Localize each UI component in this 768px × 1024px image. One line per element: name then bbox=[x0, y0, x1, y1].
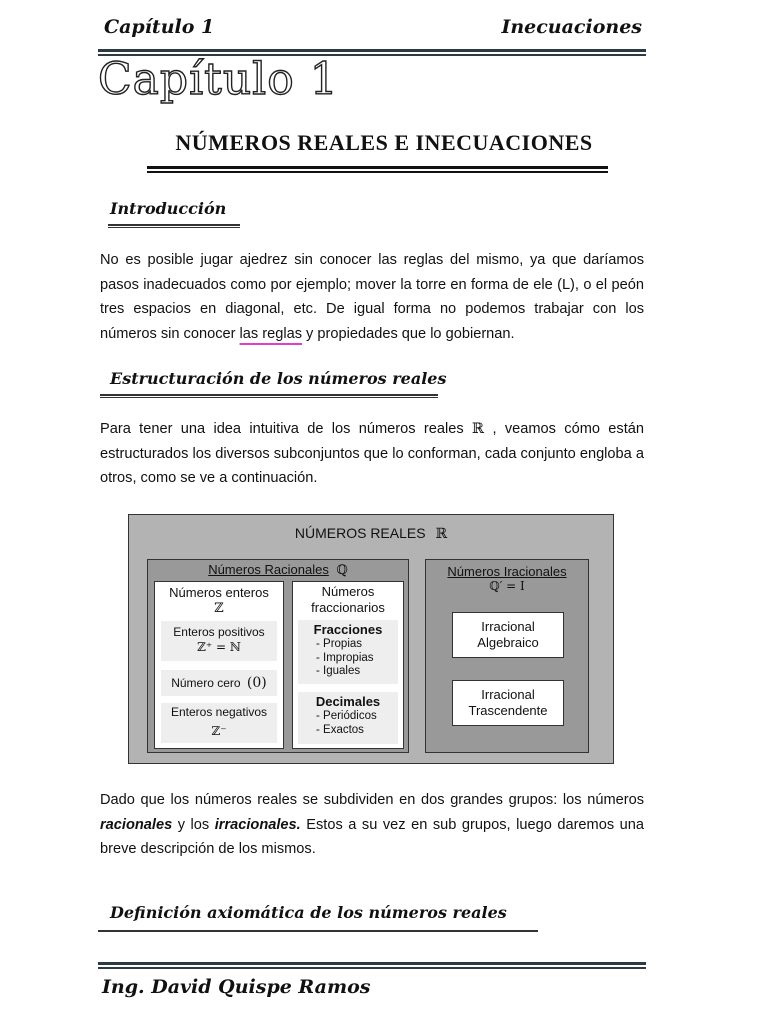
subtitle-rule bbox=[147, 166, 608, 169]
running-header-topic: Inecuaciones bbox=[501, 16, 642, 38]
irrationals-symbol: ℚ′ = I bbox=[489, 579, 525, 593]
positive-integers-label: Enteros positivos bbox=[173, 625, 265, 639]
section-rule bbox=[98, 930, 538, 932]
zero-label: Número cero bbox=[171, 676, 241, 690]
diagram-title-symbol: ℝ bbox=[435, 526, 448, 542]
irrationals-term: irracionales. bbox=[214, 816, 301, 833]
structure-text-end: , veamos cómo están estructurados los diversos subconjuntos que lo conforman, cada conjunto engloba a otros, como se ve a continuación. bbox=[100, 421, 644, 486]
reals-symbol: ℝ bbox=[471, 420, 485, 437]
transcendental-irrational-box bbox=[452, 680, 564, 726]
intro-paragraph bbox=[100, 248, 644, 346]
rationals-panel bbox=[147, 559, 409, 753]
positive-integers-cell bbox=[161, 621, 277, 661]
footer-rule-thin bbox=[98, 967, 646, 969]
section-heading-intro: Introducción bbox=[110, 199, 227, 218]
highlighted-phrase: las reglas bbox=[239, 325, 302, 342]
positive-integers-symbol: ℤ⁺ = ℕ bbox=[197, 640, 241, 654]
summary-text-3: Estos a su vez en sub grupos, luego daremos una breve descripción de los mismos. bbox=[100, 816, 644, 857]
fractions-title: Fracciones bbox=[313, 622, 383, 637]
section-rule bbox=[108, 224, 240, 226]
footer-author: Ing. David Quispe Ramos bbox=[102, 976, 371, 998]
decimals-item: - Periódicos bbox=[316, 710, 377, 722]
irrationals-title-text: Números Iracionales bbox=[447, 564, 567, 579]
intro-text: No es posible jugar ajedrez sin conocer las reglas del mismo, ya que daríamos pasos inadecuados como por ejemplo; mover la torre en forma de ele (L), o el peón tres espacios en diagonal, etc. De igual forma no podemos trabajar con los números sin conocer bbox=[100, 252, 644, 342]
section-rule-thin bbox=[108, 227, 240, 228]
transcendental-line-1: Irracional bbox=[481, 687, 535, 702]
negative-integers-label: Enteros negativos bbox=[170, 705, 268, 719]
real-numbers-diagram bbox=[128, 514, 614, 764]
fractions-item: - Propias bbox=[316, 638, 363, 650]
negative-integers-cell bbox=[161, 703, 277, 743]
section-heading-structure: Estructuración de los números reales bbox=[110, 369, 447, 388]
fractions-cell bbox=[298, 620, 398, 684]
irrationals-title bbox=[426, 564, 588, 593]
structure-paragraph bbox=[100, 417, 644, 491]
diagram-title bbox=[129, 525, 613, 542]
chapter-subtitle: NÚMEROS REALES E INECUACIONES bbox=[175, 130, 593, 155]
section-rule bbox=[100, 394, 438, 396]
fractional-title-1: Números bbox=[321, 584, 375, 599]
diagram-title-text: NÚMEROS REALES bbox=[294, 525, 426, 541]
fractional-column bbox=[292, 581, 404, 749]
decimals-item: - Exactos bbox=[316, 723, 364, 736]
zero-symbol: (0) bbox=[246, 675, 267, 691]
algebraic-irrational-box bbox=[452, 612, 564, 658]
intro-text-end: y propiedades que lo gobiernan. bbox=[302, 325, 515, 342]
structure-text: Para tener una idea intuitiva de los números reales bbox=[100, 421, 472, 437]
section-rule-thin bbox=[100, 397, 438, 398]
subtitle-rule-thin bbox=[147, 171, 608, 173]
negative-integers-symbol: ℤ⁻ bbox=[211, 724, 227, 738]
zero-cell bbox=[161, 670, 277, 696]
transcendental-line-2: Trascendente bbox=[468, 703, 548, 718]
summary-text-2: y los bbox=[172, 816, 215, 833]
rationals-title bbox=[148, 562, 408, 578]
irrationals-panel bbox=[425, 559, 589, 753]
decimals-cell bbox=[298, 692, 398, 744]
fractions-item: - Impropias bbox=[316, 651, 374, 664]
algebraic-line-1: Irracional bbox=[481, 619, 535, 634]
algebraic-line-2: Algebraico bbox=[477, 635, 539, 650]
fractions-item: - Iguales bbox=[316, 665, 361, 677]
header-rule bbox=[98, 49, 646, 52]
summary-text: Dado que los números reales se subdividen en dos grandes grupos: los números bbox=[100, 792, 644, 808]
running-header-chapter: Capítulo 1 bbox=[104, 16, 215, 38]
integers-symbol: ℤ bbox=[214, 601, 224, 616]
footer-rule bbox=[98, 962, 646, 965]
chapter-title: Capítulo 1 bbox=[98, 54, 339, 105]
summary-paragraph bbox=[100, 788, 644, 862]
integers-title: Números enteros bbox=[169, 585, 269, 600]
section-heading-axiomatic: Definición axiomática de los números reales bbox=[110, 903, 507, 922]
rationals-symbol: ℚ bbox=[336, 563, 348, 578]
integers-column bbox=[154, 581, 284, 749]
rationals-title-text: Números Racionales bbox=[208, 562, 329, 577]
rationals-term: racionales bbox=[100, 816, 173, 833]
fractional-title-2: fraccionarios bbox=[311, 600, 385, 615]
decimals-title: Decimales bbox=[315, 694, 381, 709]
